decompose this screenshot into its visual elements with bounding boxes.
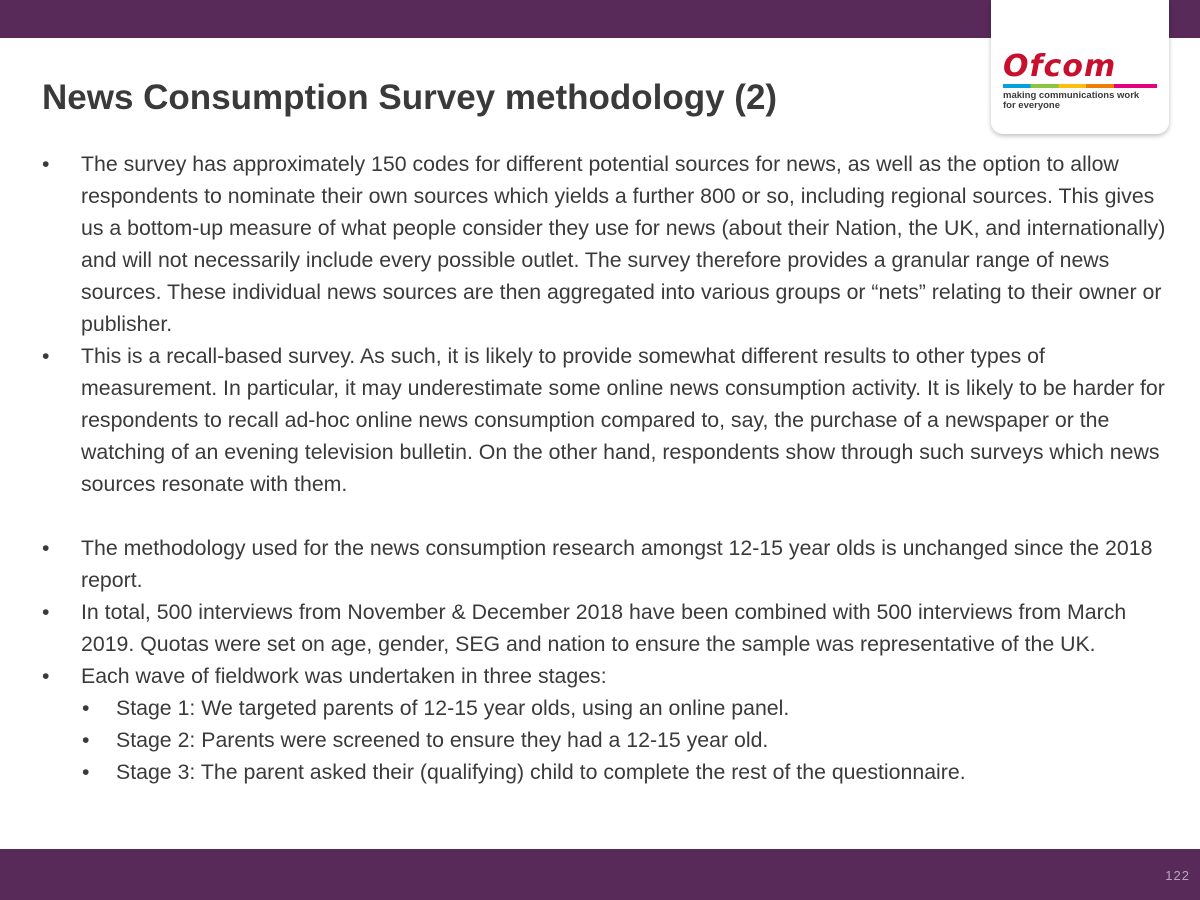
logo-tagline-line2: for everyone (1003, 100, 1061, 111)
bullet-dot-icon: • (42, 344, 50, 368)
bullet-item (42, 596, 1182, 660)
page-title: News Consumption Survey methodology (2) (42, 78, 778, 117)
bullet-item (42, 148, 1182, 340)
sub-bullet-item (42, 756, 1182, 788)
sub-bullet-text: Stage 2: Parents were screened to ensure they had a 12-15 year old. (116, 728, 769, 752)
logo-tagline-line1: making communications work (1003, 90, 1140, 101)
bullet-text: In total, 500 interviews from November & December 2018 have been combined with 500 interviews from March 2019. Quotas were set on age, gender, SEG and nation to ensure the sample was representative of the UK. (81, 600, 1127, 656)
sub-bullet-text: Stage 1: We targeted parents of 12-15 year olds, using an online panel. (116, 696, 790, 720)
bullet-text: The survey has approximately 150 codes for different potential sources for news, as well as the option to allow respondents to nominate their own sources which yields a further 800 or so, including regional sources. This gives us a bottom-up measure of what people consider they use for news (about their Nation, the UK, and internationally) and will not necessarily include every possible outlet. The survey therefore provides a granular range of news sources. These individual news sources are then aggregated into various groups or “nets” relating to their owner or publisher. (81, 152, 1166, 336)
bullet-item (42, 340, 1182, 500)
bullet-dot-icon: • (42, 600, 50, 624)
bullet-text: Each wave of fieldwork was undertaken in three stages: (81, 664, 607, 688)
footer-band (0, 849, 1200, 900)
bullet-dot-icon: • (42, 664, 50, 688)
bullet-dot-icon: • (42, 152, 50, 176)
ofcom-logo (991, 0, 1169, 134)
bullet-dot-icon: • (82, 760, 90, 784)
bullet-text: This is a recall-based survey. As such, it is likely to provide somewhat different results to other types of measurement. In particular, it may underestimate some online news consumption activity. It is likely to be harder for respondents to recall ad-hoc online news consumption compared to, say, the purchase of a newspaper or the watching of an evening television bulletin. On the other hand, respondents show through such surveys which news sources resonate with them. (81, 344, 1165, 496)
bullet-item (42, 660, 1182, 692)
sub-bullet-text: Stage 3: The parent asked their (qualifying) child to complete the rest of the questionnaire. (116, 760, 966, 784)
logo-color-stripe (1003, 84, 1157, 88)
sub-bullet-item (42, 692, 1182, 724)
bullet-dot-icon: • (82, 696, 90, 720)
page-number: 122 (1165, 868, 1190, 883)
bullet-text: The methodology used for the news consumption research amongst 12-15 year olds is unchanged since the 2018 report. (81, 536, 1153, 592)
paragraph-spacer (42, 500, 1182, 532)
bullet-list (42, 148, 1182, 788)
bullet-dot-icon: • (42, 536, 50, 560)
bullet-item (42, 532, 1182, 596)
sub-bullet-item (42, 724, 1182, 756)
logo-tagline (1003, 91, 1163, 111)
bullet-dot-icon: • (82, 728, 90, 752)
logo-wordmark: Ofcom (1003, 49, 1117, 84)
